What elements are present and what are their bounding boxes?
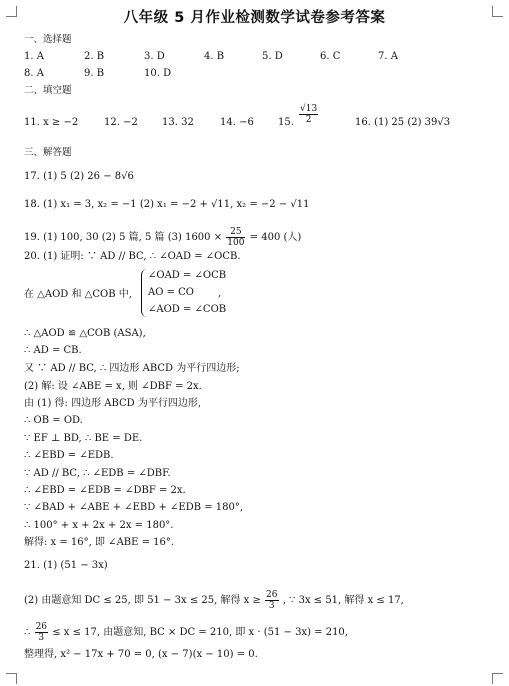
answer-20-line: (2) 解: 设 ∠ABE = x, 则 ∠DBF = 2x. [24, 381, 202, 392]
corner-mark-bottom-left [6, 673, 17, 684]
answer-19 [24, 227, 301, 248]
fraction-denominator: 2 [305, 115, 312, 125]
answer-20-line: ∴ ∠EBD = ∠EDB. [24, 450, 114, 461]
answer-21-text: (2) 由题意知 DC ≤ 25, 即 51 − 3x ≤ 25, 解得 x ≥ [24, 595, 261, 606]
answer-1: 1. A [24, 51, 44, 62]
answer-20-line: ∵ EF ⊥ BD, ∴ BE = DE. [24, 433, 143, 444]
answer-19-result: = 400 (人) [249, 232, 302, 243]
answer-20-line: 由 (1) 得: 四边形 ABCD 为平行四边形, [24, 398, 202, 409]
answer-20-line: ∴ OB = OD. [24, 415, 83, 426]
answer-20-line-2: 在 △AOD 和 △COB 中, [24, 289, 132, 300]
answer-11: 11. x ≥ −2 [24, 117, 79, 128]
fraction-denominator: 100 [227, 238, 245, 248]
answer-13: 13. 32 [162, 117, 194, 128]
answer-7: 7. A [378, 51, 398, 62]
corner-mark-bottom-right [492, 673, 503, 684]
answer-20-line: ∵ AD // BC, ∴ ∠EDB = ∠DBF. [24, 468, 171, 479]
fraction-numerator: 26 [35, 622, 48, 632]
answer-20-line: 解得: x = 16°, 即 ∠ABE = 16°. [24, 537, 175, 548]
section-heading-solve: 三、解答题 [24, 147, 72, 158]
answer-21-text: , ∵ 3x ≤ 51, 解得 x ≤ 17, [282, 595, 404, 606]
answer-16: 16. (1) 25 (2) 39√3 [355, 117, 451, 128]
fraction-denominator: 3 [268, 601, 275, 611]
equation-system-brace [141, 269, 147, 317]
answer-21-text: ∴ [24, 627, 31, 638]
answer-3: 3. D [144, 51, 165, 62]
answer-4: 4. B [204, 51, 225, 62]
answer-14: 14. −6 [220, 117, 254, 128]
answer-18: 18. (1) x₁ = 3, x₂ = −1 (2) x₁ = −2 + √11, x₂ = −2 − √11 [24, 199, 310, 210]
answer-20-line-1: 20. (1) 证明: ∵ AD // BC, ∴ ∠OAD = ∠OCB. [24, 251, 241, 262]
page-title: 八年级 5 月作业检测数学试卷参考答案 [123, 10, 386, 26]
answer-15-label: 15. [278, 117, 294, 128]
fraction-denominator: 3 [38, 633, 45, 643]
answer-10: 10. D [144, 68, 172, 79]
answer-20-line: ∴ △AOD ≌ △COB (ASA), [24, 328, 146, 339]
answer-5: 5. D [262, 51, 283, 62]
answer-20-line: ∴ 100° + x + 2x + 2x = 180°. [24, 520, 174, 531]
answer-17: 17. (1) 5 (2) 26 − 8√6 [24, 171, 134, 182]
answer-21-line-2 [24, 590, 404, 611]
system-end-punctuation: , [218, 288, 222, 299]
answer-9: 9. B [84, 68, 105, 79]
answer-6: 6. C [320, 51, 341, 62]
system-equation-2: AO = CO [148, 287, 195, 298]
answer-21-line-4: 整理得, x² − 17x + 70 = 0, (x − 7)(x − 10) = 0. [24, 649, 258, 660]
fraction-numerator: √13 [300, 104, 318, 114]
answer-20-line: ∴ AD = CB. [24, 345, 82, 356]
answer-8: 8. A [24, 68, 44, 79]
answer-12: 12. −2 [104, 117, 138, 128]
answer-21-text: ≤ x ≤ 17, 由题意知, BC × DC = 210, 即 x · (51 − 3x) = 210, [52, 627, 348, 638]
answer-2: 2. B [84, 51, 105, 62]
answer-15-fraction [298, 104, 319, 125]
system-equation-3: ∠AOD = ∠COB [148, 304, 227, 315]
answer-19-text: 19. (1) 100, 30 (2) 5 篇, 5 篇 (3) 1600 × [24, 232, 223, 243]
answer-20-line: ∴ ∠EBD = ∠EDB = ∠DBF = 2x. [24, 485, 186, 496]
section-heading-fill: 二、填空题 [24, 85, 72, 96]
answer-21-line-3 [24, 622, 348, 643]
system-equation-1: ∠OAD = ∠OCB [148, 270, 227, 281]
fraction-numerator: 25 [226, 227, 245, 238]
answer-20-line: 又 ∵ AD // BC, ∴ 四边形 ABCD 为平行四边形; [24, 363, 240, 374]
fraction-numerator: 26 [266, 590, 278, 600]
answer-21-line-1: 21. (1) (51 − 3x) [24, 560, 108, 571]
answer-20-line: ∵ ∠BAD + ∠ABE + ∠EBD + ∠EDB = 180°, [24, 502, 244, 513]
section-heading-choice: 一、选择题 [24, 34, 72, 45]
